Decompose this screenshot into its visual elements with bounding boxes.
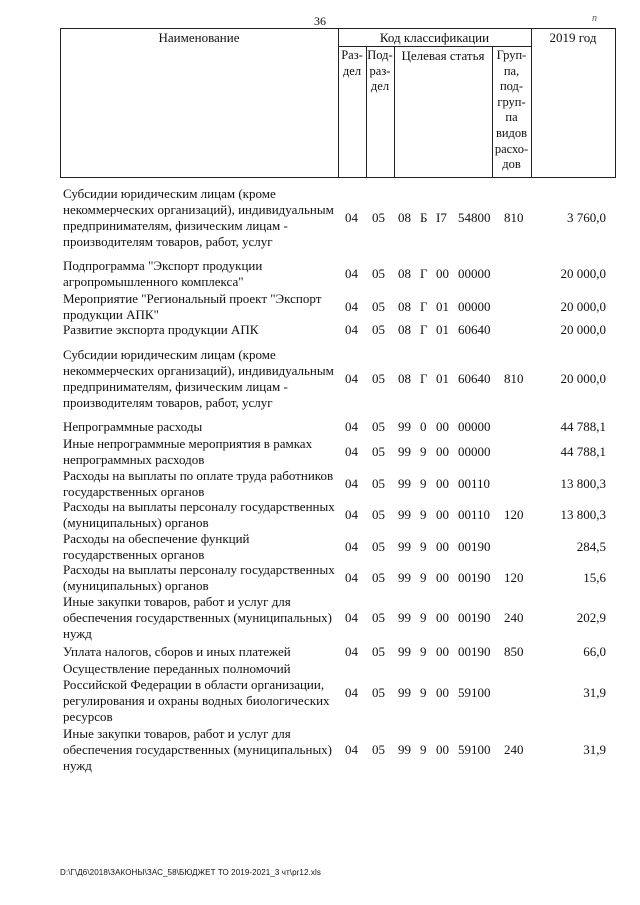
- header-classification: Код классификации: [379, 30, 490, 45]
- row-target-event: 00: [436, 570, 449, 585]
- header-podrazdel-line: Под-: [367, 48, 393, 62]
- row-podrazdel: 05: [372, 507, 385, 522]
- row-podrazdel: 05: [372, 476, 385, 491]
- row-name: Субсидии юридическим лицам (кроме некоммерческих организаций), индивидуальным предпринимателям, физическим лицам - производителям товаров, работ, услуг: [63, 347, 334, 410]
- header-razdel-line: дел: [342, 63, 362, 78]
- header-border-left: [60, 28, 61, 178]
- row-amount: 284,5: [576, 539, 606, 554]
- row-target-program: 99: [398, 610, 411, 625]
- row-target-direction: 00000: [458, 266, 491, 281]
- row-amount: 3 760,0: [567, 210, 606, 225]
- header-podrazdel-line: дел: [370, 79, 390, 94]
- row-target-event: 01: [436, 371, 449, 386]
- row-target-subprogram: Г: [420, 266, 428, 281]
- row-target-subprogram: 9: [420, 476, 427, 491]
- row-target-direction: 00000: [458, 419, 491, 434]
- row-target-event: 01: [436, 299, 449, 314]
- row-target-subprogram: Б: [420, 210, 428, 225]
- row-group: 240: [504, 610, 524, 625]
- row-name: Мероприятие "Региональный проект "Экспорт продукции АПК": [63, 291, 322, 322]
- row-amount: 13 800,3: [560, 476, 606, 491]
- row-razdel: 04: [345, 742, 358, 757]
- row-target-event: 00: [436, 742, 449, 757]
- header-razdel-line: Раз-: [341, 48, 363, 62]
- row-group: 120: [504, 507, 524, 522]
- row-razdel: 04: [345, 210, 358, 225]
- row-target-event: 01: [436, 322, 449, 337]
- row-podrazdel: 05: [372, 444, 385, 459]
- row-target-direction: 00000: [458, 299, 491, 314]
- row-amount: 20 000,0: [560, 371, 606, 386]
- row-target-direction: 54800: [458, 210, 491, 225]
- page-number: 36: [314, 14, 326, 28]
- header-group-line: груп-: [497, 94, 526, 109]
- row-razdel: 04: [345, 539, 358, 554]
- row-target-direction: 00190: [458, 539, 491, 554]
- row-podrazdel: 05: [372, 371, 385, 386]
- row-razdel: 04: [345, 507, 358, 522]
- row-name: Развитие экспорта продукции АПК: [63, 322, 259, 337]
- row-razdel: 04: [345, 322, 358, 337]
- row-name: Иные непрограммные мероприятия в рамках непрограммных расходов: [63, 436, 313, 467]
- file-path-footer: D:\Г\Д6\2018\ЗАКОНЫ\ЗАС_58\БЮДЖЕТ ТО 2019-2021_3 чт\pr12.xls: [60, 868, 321, 877]
- header-group-line: Груп-: [496, 48, 527, 62]
- row-razdel: 04: [345, 476, 358, 491]
- header-group-line: видов: [495, 125, 528, 140]
- row-amount: 31,9: [583, 742, 606, 757]
- row-target-program: 99: [398, 539, 411, 554]
- header-divider-group: [531, 28, 532, 178]
- row-target-program: 08: [398, 322, 411, 337]
- row-amount: 20 000,0: [560, 266, 606, 281]
- row-razdel: 04: [345, 444, 358, 459]
- row-target-event: I7: [436, 210, 447, 225]
- row-podrazdel: 05: [372, 299, 385, 314]
- row-target-subprogram: 9: [420, 644, 427, 659]
- row-target-program: 99: [398, 644, 411, 659]
- row-target-program: 08: [398, 299, 411, 314]
- row-target-direction: 00110: [458, 476, 491, 491]
- header-divider-podrazdel: [394, 46, 395, 178]
- row-amount: 202,9: [576, 610, 606, 625]
- row-target-program: 99: [398, 507, 411, 522]
- row-target-subprogram: 9: [420, 685, 427, 700]
- row-target-direction: 00190: [458, 610, 491, 625]
- row-name: Расходы на обеспечение функций государственных органов: [63, 531, 250, 562]
- row-group: 810: [504, 210, 524, 225]
- row-amount: 13 800,3: [560, 507, 606, 522]
- header-border-top: [60, 28, 616, 29]
- row-target-event: 00: [436, 539, 449, 554]
- row-target-program: 99: [398, 685, 411, 700]
- row-amount: 15,6: [583, 570, 606, 585]
- row-group: 850: [504, 644, 524, 659]
- row-group: 810: [504, 371, 524, 386]
- row-name: Субсидии юридическим лицам (кроме некоммерческих организаций), индивидуальным предпринимателям, физическим лицам - производителям товаров, работ, услуг: [63, 186, 334, 249]
- row-podrazdel: 05: [372, 266, 385, 281]
- header-year: 2019 год: [549, 30, 597, 45]
- row-target-direction: 00110: [458, 507, 491, 522]
- row-target-subprogram: Г: [420, 322, 428, 337]
- row-podrazdel: 05: [372, 570, 385, 585]
- row-name: Иные закупки товаров, работ и услуг для обеспечения государственных (муниципальных) нужд: [63, 726, 333, 773]
- row-razdel: 04: [345, 371, 358, 386]
- row-target-program: 08: [398, 210, 411, 225]
- row-razdel: 04: [345, 570, 358, 585]
- row-razdel: 04: [345, 419, 358, 434]
- header-border-right: [615, 28, 616, 178]
- row-podrazdel: 05: [372, 644, 385, 659]
- row-target-subprogram: 9: [420, 570, 427, 585]
- row-target-subprogram: 0: [420, 419, 427, 434]
- row-razdel: 04: [345, 610, 358, 625]
- row-name: Осуществление переданных полномочий Российской Федерации в области организации, регулирования и охраны водных биологических ресурсов: [63, 661, 330, 724]
- row-target-event: 00: [436, 610, 449, 625]
- header-name: Наименование: [158, 30, 240, 45]
- row-name: Расходы на выплаты по оплате труда работников государственных органов: [63, 468, 334, 499]
- row-target-program: 08: [398, 266, 411, 281]
- row-razdel: 04: [345, 266, 358, 281]
- row-target-event: 00: [436, 419, 449, 434]
- row-podrazdel: 05: [372, 210, 385, 225]
- row-target-program: 08: [398, 371, 411, 386]
- row-amount: 20 000,0: [560, 299, 606, 314]
- row-razdel: 04: [345, 685, 358, 700]
- row-target-direction: 00000: [458, 444, 491, 459]
- header-group-line: дов: [502, 157, 521, 172]
- row-podrazdel: 05: [372, 610, 385, 625]
- header-border-bottom: [60, 177, 616, 178]
- header-group-line: расхо-: [494, 141, 529, 156]
- row-name: Расходы на выплаты персоналу государственных (муниципальных) органов: [63, 499, 335, 530]
- row-target-program: 99: [398, 476, 411, 491]
- row-group: 120: [504, 570, 524, 585]
- row-target-event: 00: [436, 685, 449, 700]
- row-name: Непрограммные расходы: [63, 419, 203, 434]
- header-razdel: [338, 48, 366, 79]
- header-group-line: па,: [503, 63, 520, 78]
- row-name: Расходы на выплаты персоналу государственных (муниципальных) органов: [63, 562, 335, 593]
- corner-mark: п: [592, 13, 597, 24]
- row-razdel: 04: [345, 299, 358, 314]
- row-target-event: 00: [436, 507, 449, 522]
- row-target-event: 00: [436, 266, 449, 281]
- row-target-program: 99: [398, 742, 411, 757]
- row-target-subprogram: 9: [420, 610, 427, 625]
- row-target-direction: 60640: [458, 371, 491, 386]
- row-target-direction: 60640: [458, 322, 491, 337]
- row-target-subprogram: 9: [420, 444, 427, 459]
- row-podrazdel: 05: [372, 742, 385, 757]
- header-podrazdel-line: раз-: [369, 63, 391, 78]
- row-target-program: 99: [398, 444, 411, 459]
- row-amount: 20 000,0: [560, 322, 606, 337]
- row-target-event: 00: [436, 644, 449, 659]
- row-target-direction: 59100: [458, 742, 491, 757]
- header-subrule: [338, 46, 532, 47]
- row-amount: 44 788,1: [560, 419, 606, 434]
- row-podrazdel: 05: [372, 685, 385, 700]
- header-target: Целевая статья: [401, 48, 485, 63]
- row-target-direction: 00190: [458, 570, 491, 585]
- row-target-subprogram: 9: [420, 539, 427, 554]
- row-name: Уплата налогов, сборов и иных платежей: [63, 644, 291, 659]
- row-amount: 31,9: [583, 685, 606, 700]
- header-group-line: под-: [499, 79, 524, 94]
- row-name: Иные закупки товаров, работ и услуг для обеспечения государственных (муниципальных) нужд: [63, 594, 333, 641]
- row-podrazdel: 05: [372, 539, 385, 554]
- row-podrazdel: 05: [372, 322, 385, 337]
- row-podrazdel: 05: [372, 419, 385, 434]
- row-target-event: 00: [436, 444, 449, 459]
- row-target-direction: 00190: [458, 644, 491, 659]
- row-target-subprogram: Г: [420, 371, 428, 386]
- row-target-event: 00: [436, 476, 449, 491]
- row-amount: 66,0: [583, 644, 606, 659]
- header-group-line: па: [505, 110, 518, 125]
- row-group: 240: [504, 742, 524, 757]
- header-group: [492, 48, 531, 173]
- row-target-program: 99: [398, 419, 411, 434]
- row-target-subprogram: 9: [420, 742, 427, 757]
- table-header: [60, 28, 616, 178]
- row-name: Подпрограмма "Экспорт продукции агропромышленного комплекса": [63, 258, 263, 289]
- row-amount: 44 788,1: [560, 444, 606, 459]
- row-target-subprogram: Г: [420, 299, 428, 314]
- row-razdel: 04: [345, 644, 358, 659]
- header-podrazdel: [366, 48, 394, 95]
- row-target-subprogram: 9: [420, 507, 427, 522]
- row-target-direction: 59100: [458, 685, 491, 700]
- row-target-program: 99: [398, 570, 411, 585]
